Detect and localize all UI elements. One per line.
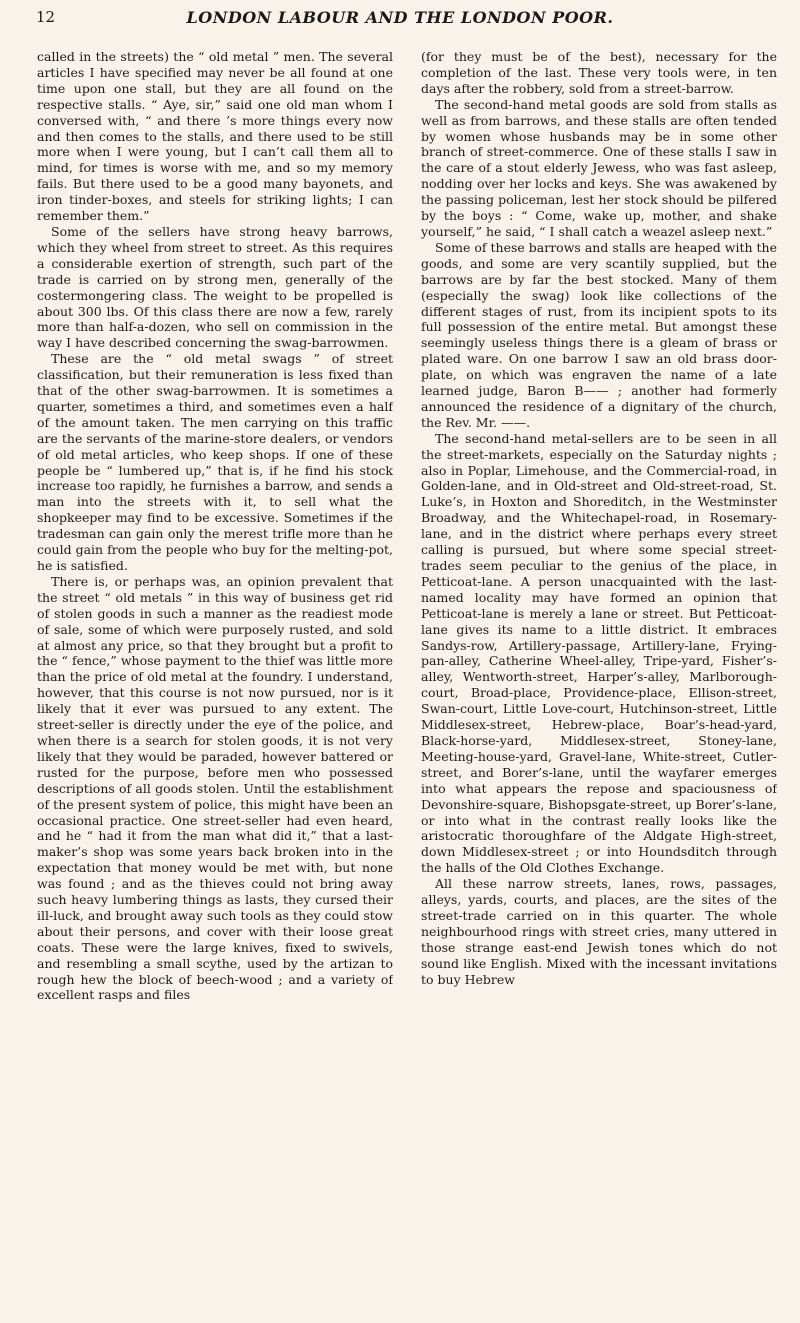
paragraph: The second-hand metal-sellers are to be seen in all the street-markets, especially on the Saturday nights ; also in Poplar, Limehouse, and the Commercial-road, in Golden-lane, and in Old-street and Old-street-road, St. Luke’s, in Hoxton and Shoreditch, in the Westminster Broadway, and the Whitechapel-road, in Rosemary-lane, and in the district where perhaps every street calling is pursued, but where some special street-trades seem peculiar to the genius of the place, in Petticoat-lane. A person unacquainted with the last-named locality may have formed an opinion that Petticoat-lane is merely a lane or street. But Petticoat-lane gives its name to a little district. It embraces Sandys-row, Artillery-passage, Artillery-lane, Frying-pan-alley, Catherine Wheel-alley, Tripe-yard, Fisher’s-alley, Wentworth-street, Harper’s-alley, Marlborough-court, Broad-place, Providence-place, Ellison-street, Swan-court, Little Love-court, Hutchinson-street, Little Middlesex-street, Hebrew-place, Boar’s-head-yard, Black-horse-yard, Middlesex-street, Stoney-lane, Meeting-house-yard, Gravel-lane, White-street, Cutler-street, and Borer’s-lane, until the wayfarer emerges into what appears the repose and spaciousness of Devonshire-square, Bishopsgate-street, up Borer’s-lane, or into what in the contrast really looks like the aristocratic thoroughfare of the Aldgate High-street, down Middlesex-street ; or into Houndsditch through the halls of the Old Clothes Exchange. xyxy=(421,430,777,876)
paragraph: These are the “ old metal swags ” of street classification, but their remuneration is less fixed than that of the other swag-barrowmen. It is sometimes a quarter, sometimes a third, and sometimes even a half of the amount taken. The men carrying on this traffic are the servants of the marine-store dealers, or vendors of old metal articles, who keep shops. If one of these people be “ lumbered up,” that is, if he find his stock increase too rapidly, he furnishes a barrow, and sends a man into the streets with it, to sell what the shopkeeper may find to be excessive. Sometimes if the tradesman can gain only the merest trifle more than he could gain from the people who buy for the melting-pot, he is satisfied. xyxy=(37,351,393,573)
paragraph: Some of the sellers have strong heavy barrows, which they wheel from street to street. As this requires a considerable exertion of strength, such part of the trade is carried on by strong men, generally of the costermongering class. The weight to be propelled is about 300 lbs. Of this class there are now a few, rarely more than half-a-dozen, who sell on commission in the way I have described concerning the swag-barrowmen. xyxy=(37,223,393,351)
paragraph: The second-hand metal goods are sold from stalls as well as from barrows, and these stalls are often tended by women whose husbands may be in some other branch of street-commerce. One of these stalls I saw in the care of a stout elderly Jewess, who was fast asleep, nodding over her locks and keys. She was awakened by the passing policeman, lest her stock should be pilfered by the boys : “ Come, wake up, mother, and shake yourself,” he said, “ I shall catch a weazel asleep next.” xyxy=(421,96,777,239)
right-column xyxy=(421,49,777,1311)
left-column xyxy=(37,49,393,1311)
text-columns xyxy=(37,49,777,1311)
page-number: 12 xyxy=(36,8,56,26)
paragraph: All these narrow streets, lanes, rows, passages, alleys, yards, courts, and places, are the sites of the street-trade carried on in this quarter. The whole neighbourhood rings with street cries, many uttered in those strange east-end Jewish tones which do not sound like English. Mixed with the incessant invitations to buy Hebrew xyxy=(421,876,777,987)
paragraph: There is, or perhaps was, an opinion prevalent that the street “ old metals ” in this way of business get rid of stolen goods in such a manner as the readiest mode of sale, some of which were purposely rusted, and sold at almost any price, so that they brought but a profit to the “ fence,” whose payment to the thief was little more than the price of old metal at the foundry. I understand, however, that this course is not now pursued, nor is it likely that it ever was pursued to any extent. The street-seller is directly under the eye of the police, and when there is a search for stolen goods, it is not very likely that they would be paraded, however battered or rusted for the purpose, before men who possessed descriptions of all goods stolen. Until the establishment of the present system of police, this might have been an occasional practice. One street-seller had even heard, and he “ had it from the man what did it,” that a last-maker’s shop was some years back broken into in the expectation that money would be met with, but none was found ; and as the thieves could not bring away such heavy lumbering things as lasts, they cursed their ill-luck, and brought away such tools as they could stow about their persons, and cover with their loose great coats. These were the large knives, fixed to swivels, and resembling a small scythe, used by the artizan to rough hew the block of beech-wood ; and a variety of excellent rasps and files xyxy=(37,573,393,1003)
paragraph: called in the streets) the “ old metal ” men. The several articles I have specified may never be all found at one time upon one stall, but they are all found on the respective stalls. “ Aye, sir,” said one old man whom I conversed with, “ and there ’s more things every now and then comes to the stalls, and there used to be still more when I were young, but I can’t call them all to mind, for times is worse with me, and so my memory fails. But there used to be a good many bayonets, and iron tinder-boxes, and steels for striking lights; I can remember them.” xyxy=(37,49,393,224)
running-title: LONDON LABOUR AND THE LONDON POOR. xyxy=(186,8,614,27)
paragraph: (for they must be of the best), necessary for the completion of the last. These very tools were, in ten days after the robbery, sold from a street-barrow. xyxy=(421,49,777,96)
page-header xyxy=(36,8,764,32)
paragraph: Some of these barrows and stalls are heaped with the goods, and some are very scantily supplied, but the barrows are by far the best stocked. Many of them (especially the swag) look like collections of the different stages of rust, from its incipient spots to its full possession of the entire metal. But amongst these seemingly useless things there is a gleam of brass or plated ware. On one barrow I saw an old brass door-plate, on which was engraven the name of a late learned judge, Baron B—— ; another had formerly announced the residence of a dignitary of the church, the Rev. Mr. ——. xyxy=(421,239,777,430)
